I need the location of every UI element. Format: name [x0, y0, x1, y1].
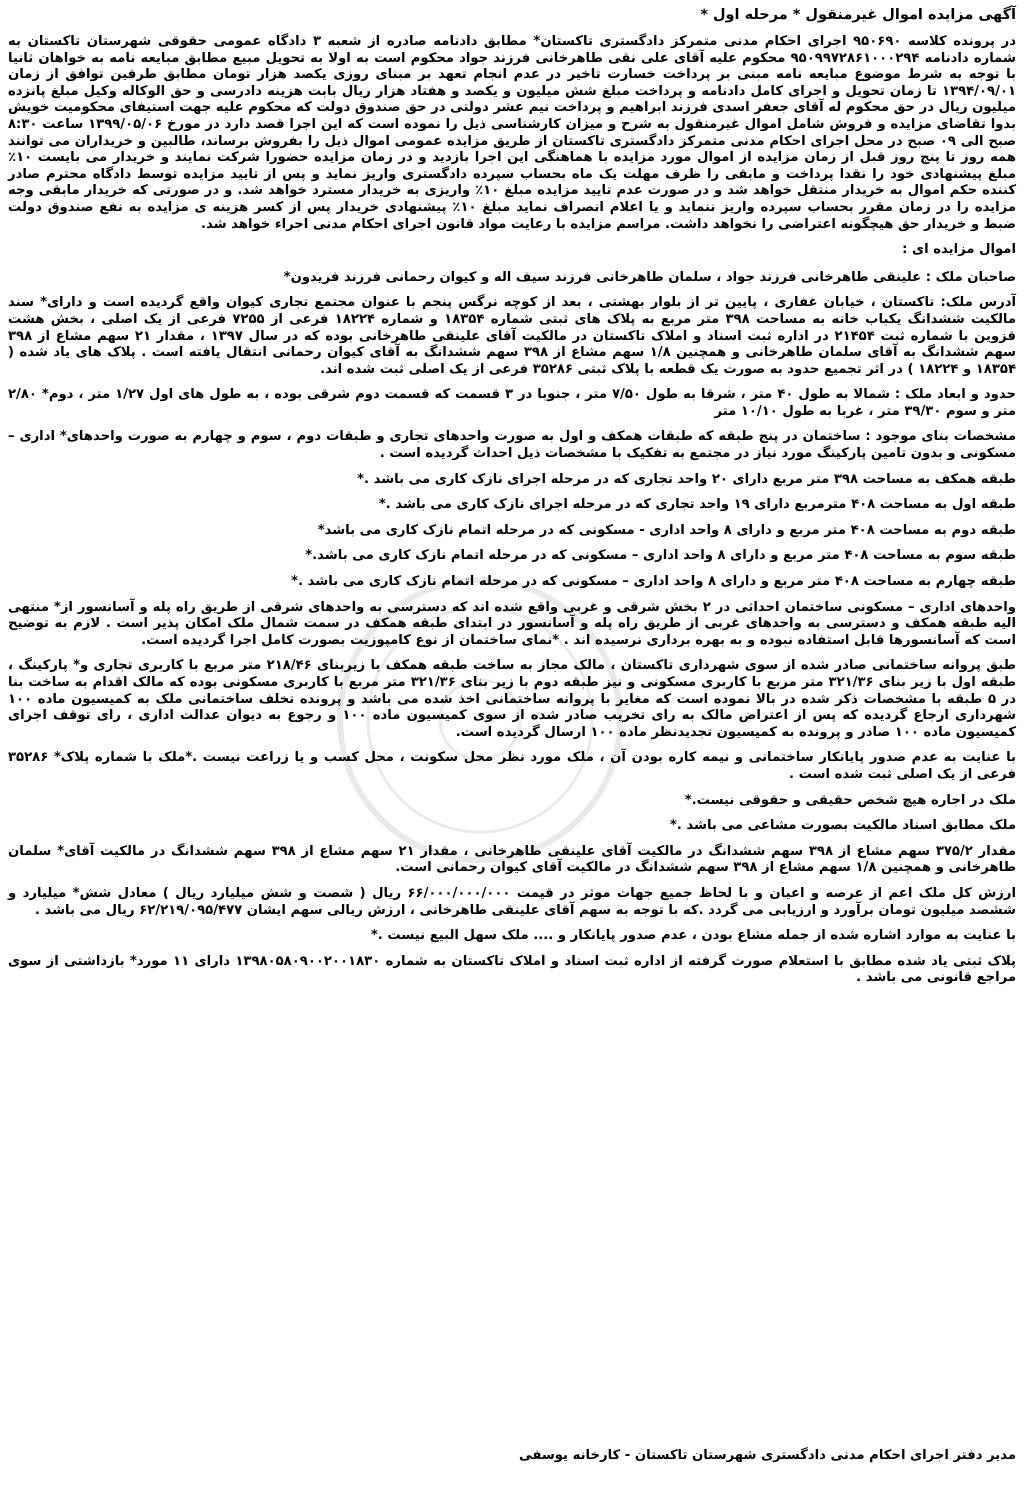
- lease-paragraph: ملک در اجاره هیچ شخص حقیقی و حقوقی نیست.*: [684, 792, 1016, 808]
- floor-first: طبقه اول به مساحت ۴۰۸ مترمربع دارای ۱۹ واحد تجاری که در مرحله اجرای نازک کاری می باشد .*: [378, 497, 1016, 513]
- intro-paragraph: در پرونده کلاسه ۹۵۰۶۹۰ اجرای احکام مدنی متمرکز دادگستری تاکستان* مطابق دادنامه صادره از شعبه ۳ دادگاه عمومی حقوقی شهرستان تاکستان به شماره دادنامه ۹۵۰۹۹۷۲۸۶۱۰۰۰۲۹۴ محکوم علیه آقای علی نقی طاهرخانی فرزند جواد محکوم است به اولا به تحویل مبیع مطابق مبایعه نامه به خواهان ثانیا با توجه به شرط موضوع مبایعه نامه مبنی بر پرداخت خسارت تاخیر در عدم انجام تعهد بر مبنای روزی یکصد هزار تومان مطابق طرفین توافق از زمان ۱۳۹۴/۰۹/۰۱ تا زمان تحویل و اجرای کامل دادنامه و پرداخت مبلغ شش میلیون و یکصد و هفتاد هزار ریال بابت هزینه دادرسی و حق الوکاله وکیل مبلغ پانزده میلیون ریال در حق محکوم له آقای جعفر اسدی فرزند ابراهیم و پرداخت نیم عشر دولتی در حق صندوق دولت که محکوم علیه جهت استیفای محکومیت خویش بدوا تقاضای مزایده و فروش شامل اموال غیرمنقول به شرح و میزان کارشناسی ذیل را نموده است که این اجرا قصد دارد در مورخ ۱۳۹۹/۰۵/۰۶ ساعت ۸:۳۰ صبح الی ۰۹ صبح در محل اجرای احکام مدنی متمرکز دادگستری تاکستان از طریق مزایده عمومی اموال ذیل را بفروش برساند، طالبین و خریداران می توانند همه روز تا پنج روز قبل از زمان مزایده از اموال مورد مزایده با هماهنگی این اجرا بازدید و در زمان مزایده حضورا شرکت نمایند و خریدار می بایست ۱۰٪ مبلغ پیشنهادی خود را نقدا پرداخت و مابقی را ظرف مهلت یک ماه بحساب سپرده دادگستری واریز نماید و پس از تایید مزایده توسط دادگاه محترم صادر کننده حکم اموال به خریدار منتقل خواهد شد و در صورت عدم تایید مزایده مبلغ ۱۰٪ واریزی به خریدار مسترد خواهد شد. و در صورتی که خریدار مابقی وجه مزایده را در زمان مقرر بحساب سپرده واریز ننماید و یا اعلام انصراف نماید مبلغ ۱۰٪ پیشنهادی خریدار پس از کسر هزینه ی مزایده به نفع صندوق دولت ضبط و خریدار حق هیچگونه اعتراضی را نخواهد داشت. مراسم مزایده با رعایت مواد قانون اجرای احکام مدنی اجراء خواهد شد.: [8, 34, 1017, 232]
- not-sellable-paragraph: با عنایت به موارد اشاره شده از جمله مشاع بودن ، عدم صدور پایانکار و .... ملک سهل البیع نیست .*: [370, 928, 1016, 944]
- documents-paragraph: ملک مطابق اسناد مالکیت بصورت مشاعی می باشد .*: [669, 818, 1016, 834]
- assets-heading: اموال مزایده ای :: [902, 242, 1016, 258]
- valuation-paragraph: ارزش کل ملک اعم از عرصه و اعیان و با لحاظ جمیع جهات موثر در قیمت ۶۶/۰۰۰/۰۰۰/۰۰۰ ریال ( شصت و شش میلیارد ریال ) معادل شش* میلیارد و ششصد میلیون تومان برآورد و ارزیابی می گردد .که با توجه به سهم آقای علینقی طاهرخانی ، ارزش ریالی سهم ایشان ۶۲/۲۱۹/۰۹۵/۴۷۷ ریال می باشد .: [8, 885, 1016, 918]
- floor-second: طبقه دوم به مساحت ۴۰۸ متر مربع و دارای ۸ واحد اداری - مسکونی که در مرحله اتمام نازک کاری می باشد*: [317, 522, 1016, 538]
- office-units-paragraph: واحدهای اداری – مسکونی ساختمان احداثی در ۲ بخش شرقی و غربی واقع شده اند که دسترسی به واحدهای شرقی از طریق راه پله و آسانسور از* منتهی الیه طبقه همکف و دسترسی به واحدهای غربی از طریق راه پله و آسانسور در ابتدای طبقه همکف در سمت شمال ملک امکان پذیر است . لازم به توضیح است که آسانسورها قابل استفاده نبوده و به بهره برداری نرسیده اند . *نمای ساختمان از نوع کامپوزیت بصورت کامل اجرا گردیده است.: [8, 599, 1016, 648]
- floor-ground: طبقه همکف به مساحت ۳۹۸ متر مربع دارای ۲۰ واحد تجاری که در مرحله اجرای نازک کاری می باشد .*: [357, 471, 1016, 487]
- signature-line: مدیر دفتر اجرای احکام مدنی دادگستری شهرستان تاکستان - کارخانه یوسفی: [518, 1448, 1016, 1463]
- permit-paragraph: طبق پروانه ساختمانی صادر شده از سوی شهرداری تاکستان ، مالک مجاز به ساخت طبقه همکف با زیربنای ۲۱۸/۴۶ متر مربع با کاربری تجاری و* پارکینگ ، طبقه اول با زیر بنای ۳۲۱/۳۶ متر مربع با کاربری مسکونی و نیز طبقه دوم با زیر بنای ۳۲۱/۳۶ متر مربع با کاربری مسکونی بوده که مالک اقدام به ساخت بنا در ۵ طبقه با مشخصات ذکر شده در بالا نموده است که مغایر با پروانه ساختمانی اخذ شده می باشد و پرونده تخلف ساختمانی ملک به کمیسیون ماده ۱۰۰ شهرداری ارجاع گردیده که پس از اعتراض مالک به رای تخریب صادر شده از سوی کمیسیون ماده ۱۰۰ و رجوع به دیوان عدالت اداری ، رای توقف اجرای کمیسیون ماده ۱۰۰ صادر و پرونده به کمیسیون تجدیدنظر ماده ۱۰۰ ارسال گردیده است.: [8, 658, 1017, 740]
- registry-paragraph: پلاک ثبتی یاد شده مطابق با استعلام صورت گرفته از اداره ثبت اسناد و املاک تاکستان به شماره ۱۳۹۸۰۵۸۰۹۰۰۲۰۰۱۸۳۰ دارای ۱۱ مورد* بازداشتی از سوی مراجع قانونی می باشد .: [8, 953, 1017, 986]
- boundaries-paragraph: حدود و ابعاد ملک : شمالا به طول ۴۰ متر ، شرقا به طول ۷/۵۰ متر ، جنوبا در ۳ قسمت که قسمت دوم شرقی بوده ، به طول های اول ۱/۲۷ متر ، دوم* ۲/۸۰ متر و سوم ۳۹/۳۰ متر ، غربا به طول ۱۰/۱۰ متر: [8, 387, 1016, 419]
- building-specs-paragraph: مشخصات بنای موجود : ساختمان در پنج طبقه که طبقات همکف و اول به صورت واحدهای تجاری و طبقات دوم ، سوم و چهارم به صورت واحدهای* اداری – مسکونی و بدون تامین پارکینگ مورد نیاز در مجتمع به تفکیک با مشخصات ذیل احداث گردیده است .: [8, 429, 1016, 462]
- floor-third: طبقه سوم به مساحت ۴۰۸ متر مربع و دارای ۸ واحد اداری – مسکونی که در مرحله اتمام نازک کاری می باشد.*: [305, 548, 1016, 564]
- address-paragraph: آدرس ملک: تاکستان ، خیابان غفاری ، پایین تر از بلوار بهشتی ، بعد از کوچه نرگس پنجم با عنوان مجتمع تجاری کیوان واقع گردیده است و دارای* سند مالکیت ششدانگ یکباب خانه به مساحت ۳۹۸ متر مربع به پلاک های ثبتی شماره ۱۸۳۵۴ و شماره ۱۸۲۲۴ فرعی از ۷۲۵۵ فرعی از یک اصلی ، بخش هشت قزوین با شماره ثبت ۲۱۴۵۴ در اداره ثبت اسناد و املاک تاکستان در مالکیت آقای علینقی طاهرخانی بوده که در سال ۱۳۹۷ ، مقدار ۲۱ سهم مشاع از ۳۹۸ سهم ششدانگ به آقای سلمان طاهرخانی و همچنین ۱/۸ سهم مشاع از ۳۹۸ سهم ششدانگ به آقای کیوان رحمانی انتقال یافته است . پلاک های یاد شده ( ۱۸۳۵۴ و ۱۸۲۲۴ ) در اثر تجمیع حدود به صورت یک قطعه با پلاک ثبتی ۳۵۲۸۶ فرعی از یک اصلی ثبت شده اند.: [8, 295, 1017, 377]
- owners-paragraph: صاحبان ملک : علینقی طاهرخانی فرزند جواد ، سلمان طاهرخانی فرزند سیف اله و کیوان رحمانی فرزند فریدون*: [283, 269, 1016, 285]
- contractor-paragraph: با عنایت به عدم صدور پایانکار ساختمانی و نیمه کاره بودن آن ، ملک مورد نظر محل سکونت ، محل کسب و یا زراعت نیست .*ملک با شماره پلاک* ۳۵۲۸۶ فرعی از یک اصلی ثبت شده است .: [8, 750, 1016, 782]
- shares-paragraph: مقدار ۳۷۵/۲ سهم مشاع از ۳۹۸ سهم ششدانگ در مالکیت آقای علینقی طاهرخانی ، مقدار ۲۱ سهم مشاع از ۳۹۸ سهم ششدانگ در مالکیت آقای* سلمان طاهرخانی و همچنین ۱/۸ سهم مشاع از ۳۹۸ سهم ششدانگ در مالکیت آقای کیوان رحمانی است.: [8, 843, 1016, 876]
- floor-fourth: طبقه چهارم به مساحت ۴۰۸ متر مربع و دارای ۸ واحد اداری – مسکونی که در مرحله اتمام نازک کاری می باشد .*: [291, 574, 1016, 590]
- notice-title: آگهی مزایده اموال غیرمنقول * مرحله اول *: [700, 7, 1016, 23]
